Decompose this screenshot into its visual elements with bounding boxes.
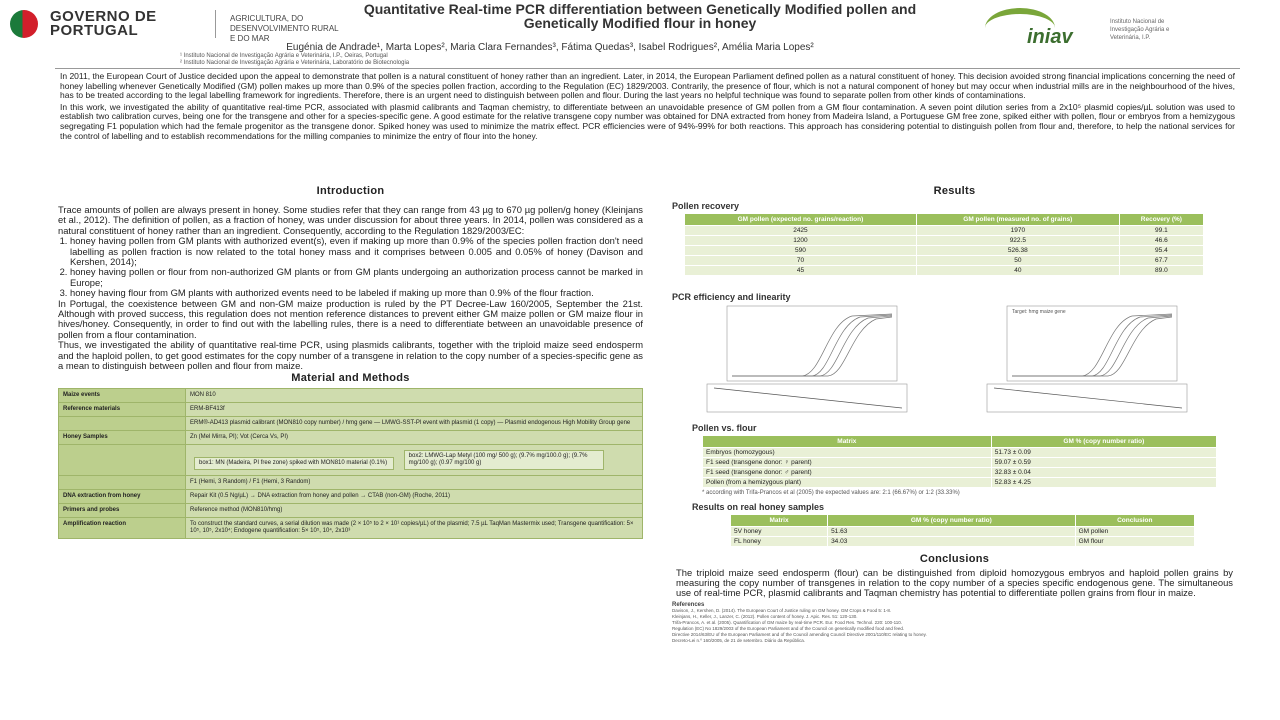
methods-label: DNA extraction from honey bbox=[59, 489, 186, 503]
column-header: GM pollen (expected no. grains/reaction) bbox=[685, 214, 917, 226]
reference-item: Regulation (EC) No 1829/2003 of the European Parliament and of the Council on genetically modified food and feed. bbox=[672, 626, 905, 631]
table-cell: 1970 bbox=[916, 226, 1119, 236]
table-row bbox=[685, 226, 1204, 236]
table-row bbox=[59, 503, 643, 517]
conclusions-heading: Conclusions bbox=[919, 553, 990, 565]
table-cell: 5V honey bbox=[731, 527, 828, 537]
table-cell: 59.07 ± 0.59 bbox=[991, 458, 1216, 468]
table-row bbox=[59, 416, 643, 430]
table-cell: 46.6 bbox=[1119, 236, 1203, 246]
intro-list-item: 2. honey having pollen or flour from non-authorized GM plants or from GM plants undergoing an authorization process cannot be marked in Europe; bbox=[70, 267, 643, 288]
intro-list-item: 1. honey having pollen from GM plants with authorized event(s), even if making up more than 0.9% of the species pollen fraction don't need labelling as pollen fraction is now related to the total honey mass and it comprises between 0.005 and 0.05% of honey (Davison and Kershen, 2014); bbox=[70, 236, 643, 267]
pollen-recovery-table bbox=[684, 213, 1204, 276]
reference-item: Directive 2014/63/EU of the European Parliament and of the Council amending Council Directive 2001/110/EC relating to honey. bbox=[672, 632, 927, 637]
intro-paragraph-3: Thus, we investigated the ability of quantitative real-time PCR, using plasmids calibrants, together with the triploid maize seed endosperm and the haploid pollen, to get good estimates for the copy number of a transgene in relation to the copy number of a species-specific gene as a mean to distinguish between pollen and flour from maize. bbox=[58, 339, 643, 372]
iniav-logo-text: iniav bbox=[1027, 26, 1073, 48]
table-row bbox=[731, 537, 1195, 547]
gov-line2: PORTUGAL bbox=[50, 22, 139, 39]
header-divider bbox=[55, 68, 1240, 69]
right-column bbox=[672, 185, 1237, 644]
methods-heading: Material and Methods bbox=[291, 371, 410, 384]
table-row bbox=[59, 475, 643, 489]
methods-label bbox=[59, 416, 186, 430]
column-header: Recovery (%) bbox=[1119, 214, 1203, 226]
methods-label: Maize events bbox=[59, 388, 186, 402]
table-cell: 34.03 bbox=[828, 537, 1076, 547]
table-cell: 70 bbox=[685, 256, 917, 266]
table-cell: 1200 bbox=[685, 236, 917, 246]
methods-value bbox=[186, 444, 643, 475]
table-cell: 590 bbox=[685, 246, 917, 256]
table-cell: 89.0 bbox=[1119, 266, 1203, 276]
abstract-paragraph-2: In this work, we investigated the ability of quantitative real-time PCR, associated with plasmid calibrants and Taqman chemistry, to differentiate between an unavoidable presence of GM pollen from a GM flour contamination. A seven point dilution series from a 2x10⁵ plasmid copies/µL solution was used to establish two calibration curves, being one for the transgene and other for a species-specific gene. A good estimate for the relative transgene copy number was obtained for DNA extracted from honey from Madeira Island, a Portuguese GM free zone, spiked either with pollen, flour or embryos from a hemizygous segregating F1 population which had the female progenitor as the transgene donor. Spiked honey was used to minimize the matrix effect. PCR efficiencies were of 94%-99% for both reactions. This approach has considering potential to distinguish pollen from flour and, therefore, to help the national services for the control of labelling and to establish recommendations for the milling companies to minimize the entry of flour into the honey. bbox=[60, 101, 1235, 141]
table-row bbox=[703, 478, 1217, 488]
pollen-recovery-title: Pollen recovery bbox=[672, 201, 740, 211]
table-cell: 922.5 bbox=[916, 236, 1119, 246]
column-header: GM % (copy number ratio) bbox=[828, 515, 1076, 527]
table-cell: 95.4 bbox=[1119, 246, 1203, 256]
methods-label bbox=[59, 475, 186, 489]
abstract bbox=[60, 72, 1235, 143]
references-list bbox=[672, 608, 1237, 644]
gov-portugal-logo bbox=[10, 8, 340, 43]
table-row bbox=[59, 444, 643, 475]
reference-item: Trifa-Prancos, A. et al. (2005). Quantification of GM maize by real-time PCR. Eur. Food Res. Technol. 220: 100-110. bbox=[672, 620, 903, 625]
table-row bbox=[703, 458, 1217, 468]
table-row bbox=[703, 448, 1217, 458]
column-header: GM pollen (measured no. of grains) bbox=[916, 214, 1119, 226]
methods-label: Reference materials bbox=[59, 402, 186, 416]
table-row bbox=[59, 402, 643, 416]
table-cell: GM pollen bbox=[1075, 527, 1194, 537]
abstract-paragraph-1: In 2011, the European Court of Justice decided upon the appeal to demonstrate that pollen is a natural constituent of honey rather than an ingredient. Later, in 2014, the European Parliament defined pollen as a natural constituent of honey. This decision avoided strong financial implications concerning the need of honey labelling whenever Genetically Modified (GM) pollen makes up more than 0.9% of the species pollen fraction, according to the Regulation (EC) 1829/2003. Contrarily, the presence of flour, which is not a natural component of honey but may occur when industrial mills are in the neighbourhood of the hives, has to be treated according to the legal labelling framework for ingredients. Therefore, there is an urgent need to distinguish between pollen and flour. During the last years no helpful technique was found to separate pollen from other kinds of contaminations. bbox=[60, 71, 1235, 101]
pollen-flour-note: * according with Trifa-Prancos et al (2005) the expected values are: 2:1 (66.67%) or 1:2 (33.33%) bbox=[702, 490, 960, 496]
reference-item: Kleinjans, H., Keller, J., Lanzer, C. (2012). Pollen content of honey. J. Apic. Res. 51: 120-130. bbox=[672, 614, 858, 619]
column-header: Conclusion bbox=[1075, 515, 1194, 527]
gov-subtitle: AGRICULTURA, DO DESENVOLVIMENTO RURAL E DO MAR bbox=[230, 14, 339, 43]
table-cell: F1 seed (transgene donor: ♀ parent) bbox=[703, 458, 992, 468]
methods-label: Amplification reaction bbox=[59, 517, 186, 538]
affiliation-1: ¹ Instituto Nacional de Investigação Agrária e Veterinária, I.P., Oeiras, Portugal bbox=[180, 53, 388, 59]
table-row bbox=[59, 517, 643, 538]
methods-value: ERM-BF413f bbox=[186, 402, 643, 416]
intro-paragraph-2: In Portugal, the coexistence between GM and non-GM maize production is ruled by the PT Decree-Law 160/2005, September the 21st. Although with proved success, this regulation does not mention reference distances to prevent either GM maize pollen or GM maize flour in hives/honey. Consequently, in order to find out with the labelling rules, there is a need to differentiate between an unavoidable presence of pollen from a flour contamination. bbox=[58, 297, 643, 340]
intro-list-item: 3. honey having flour from GM plants with authorized events need to be labeled if making up more than 0.9% of the flour fraction. bbox=[70, 288, 643, 298]
table-cell: F1 seed (transgene donor: ♂ parent) bbox=[703, 468, 992, 478]
column-header: Matrix bbox=[731, 515, 828, 527]
pcr-plots bbox=[672, 304, 1237, 419]
column-header: GM % (copy number ratio) bbox=[991, 436, 1216, 448]
iniav-logo bbox=[985, 8, 1105, 48]
pcr-title: PCR efficiency and linearity bbox=[672, 292, 791, 302]
methods-value: Reference method (MON810/hmg) bbox=[186, 503, 643, 517]
pollen-flour-title: Pollen vs. flour bbox=[692, 423, 757, 433]
table-cell: Embryos (homozygous) bbox=[703, 448, 992, 458]
methods-label bbox=[59, 444, 186, 475]
table-row bbox=[59, 489, 643, 503]
table-cell: 67.7 bbox=[1119, 256, 1203, 266]
table-header-row bbox=[703, 436, 1217, 448]
honey-sample-box: box1: MN (Madeira, PI free zone) spiked with MON810 material (0.1%) bbox=[194, 457, 394, 470]
table-row bbox=[59, 388, 643, 402]
affiliation-2: ² Instituto Nacional de Investigação Agrária e Veterinária, Laboratório de Biotecnologia bbox=[180, 60, 410, 66]
affiliations bbox=[120, 53, 1040, 67]
intro-list bbox=[58, 236, 643, 298]
table-cell: 99.1 bbox=[1119, 226, 1203, 236]
table-cell: 526.38 bbox=[916, 246, 1119, 256]
portugal-flag-icon bbox=[10, 10, 38, 38]
real-honey-title: Results on real honey samples bbox=[692, 502, 825, 512]
table-row bbox=[731, 527, 1195, 537]
intro-paragraph-1: Trace amounts of pollen are always present in honey. Some studies refer that they can range from 43 µg to 670 µg pollen/g honey (Kleinjans et al., 2012). The definition of pollen, as a fraction of honey, was under discussion for about three years. In 2014, pollen was considered as a natural constituent of honey rather than an ingredient. Consequently, according to the Regulation 1829/2003/EC: bbox=[58, 204, 643, 236]
methods-value: Repair Kit (0.5 Ng/µL) → DNA extraction from honey and pollen → CTAB (non-GM) (Roche, 2011) bbox=[186, 489, 643, 503]
table-cell: 2425 bbox=[685, 226, 917, 236]
table-row bbox=[685, 236, 1204, 246]
table-cell: 51.73 ± 0.09 bbox=[991, 448, 1216, 458]
left-column bbox=[58, 185, 643, 539]
table-row bbox=[685, 246, 1204, 256]
table-cell: 45 bbox=[685, 266, 917, 276]
table-cell: GM flour bbox=[1075, 537, 1194, 547]
table-cell: 32.83 ± 0.04 bbox=[991, 468, 1216, 478]
methods-table bbox=[58, 388, 643, 539]
methods-value: F1 (Hemi, 3 Random) / F1 (Hemi, 3 Random) bbox=[186, 475, 643, 489]
plot-frame bbox=[1007, 306, 1177, 381]
results-heading: Results bbox=[933, 185, 976, 197]
introduction-body bbox=[58, 205, 643, 372]
reference-item: Davison, J., Kershen, D. (2014). The European Court of Justice ruling on GM honey. GM Crops & Food 5: 1-8. bbox=[672, 608, 892, 613]
table-row bbox=[59, 430, 643, 444]
table-cell: 52.83 ± 4.25 bbox=[991, 478, 1216, 488]
methods-value: ERM®-AD413 plasmid calibrant (MON810 copy number) / hmg gene — LMWG-SST-Pl event with plasmid (1 copy) — Plasmid endogenous High Mobility Group gene bbox=[186, 416, 643, 430]
methods-value: MON 810 bbox=[186, 388, 643, 402]
reference-item: Decreto-Lei n.º 160/2005, de 21 de setembro. Diário da República. bbox=[672, 638, 805, 643]
poster-title: Quantitative Real-time PCR differentiation between Genetically Modified pollen and Genetically Modified flour in honey bbox=[363, 1, 917, 31]
table-cell: 50 bbox=[916, 256, 1119, 266]
iniav-subtitle: Instituto Nacional de Investigação Agrária e Veterinária, I.P. bbox=[1110, 19, 1170, 41]
table-header-row bbox=[685, 214, 1204, 226]
table-cell: 40 bbox=[916, 266, 1119, 276]
pcr-amplification-plot-right bbox=[982, 304, 1192, 414]
gov-logo-text bbox=[50, 10, 157, 38]
authors: Eugénia de Andrade¹, Marta Lopes², Maria Clara Fernandes³, Fátima Quedas³, Isabel Rodrigues², Amélia Maria Lopes² bbox=[286, 42, 814, 53]
conclusions-text: The triploid maize seed endosperm (flour) can be distinguished from diploid homozygous embryos and haploid pollen grains by measuring the copy number of transgenes in relation to the copy number of a species specific endogenous gene. The simultaneous use of real-time PCR, plasmid calibrants and Taqman chemistry has potential to differentiate pollen grains from flour in maize. bbox=[676, 567, 1233, 598]
references-label: References bbox=[672, 602, 705, 608]
plot-frame bbox=[727, 306, 897, 381]
real-honey-table bbox=[730, 514, 1195, 547]
table-header-row bbox=[731, 515, 1195, 527]
plot-label: Target: hmg maize gene bbox=[1012, 309, 1066, 315]
column-header: Matrix bbox=[703, 436, 992, 448]
introduction-heading: Introduction bbox=[316, 185, 385, 197]
methods-value: Zn (Mel Mirra, PI); Vot (Cerca Vs, PI) bbox=[186, 430, 643, 444]
methods-label: Honey Samples bbox=[59, 430, 186, 444]
table-cell: Pollen (from a hemizygous plant) bbox=[703, 478, 992, 488]
pollen-flour-table bbox=[702, 435, 1217, 488]
logo-divider bbox=[215, 10, 216, 38]
table-cell: 51.63 bbox=[828, 527, 1076, 537]
table-row bbox=[685, 256, 1204, 266]
methods-label: Primers and probes bbox=[59, 503, 186, 517]
table-cell: FL honey bbox=[731, 537, 828, 547]
methods-value: To construct the standard curves, a serial dilution was made (2 × 10⁵ to 2 × 10¹ copies/µL) of the plasmid; 7.5 µL TaqMan Mastermix used; Transgene quantification: 5× 10⁵, 10⁵, 2x10⁴; Endogene quantification: 5× 10⁵, 10⁴, 2x10³ bbox=[186, 517, 643, 538]
honey-sample-box: box2: LMWG-Lap Metyl (100 mg/ 500 g); (9.7% mg/100.0 g); (9.7% mg/100 g); (0.97 mg/100 g) bbox=[404, 450, 604, 470]
gov-line1: GOVERNO DE bbox=[50, 8, 157, 25]
table-row bbox=[685, 266, 1204, 276]
table-row bbox=[703, 468, 1217, 478]
pcr-amplification-plot-left bbox=[702, 304, 912, 414]
